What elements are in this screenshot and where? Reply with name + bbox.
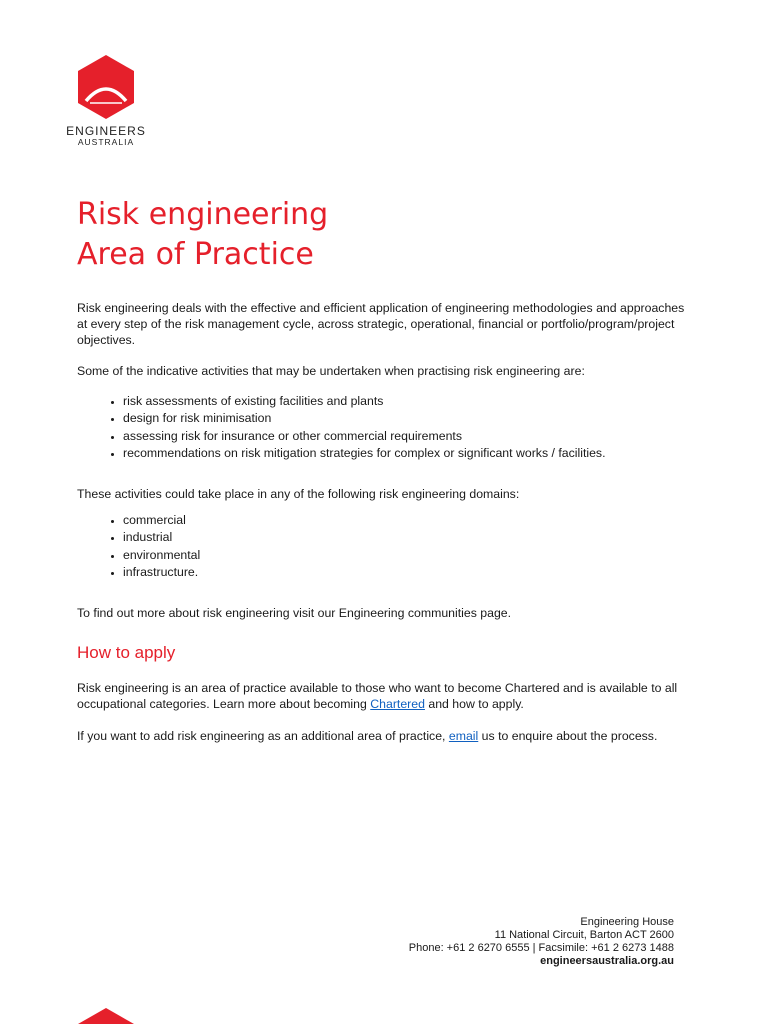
domains-intro: These activities could take place in any of the following risk engineering domains: [77,487,520,502]
email-paragraph [77,728,692,744]
activities-list [77,393,692,462]
list-item: • design for risk minimisation [123,410,692,427]
list-item: • recommendations on risk mitigation strategies for complex or significant works / facilities. [123,445,692,462]
email-link[interactable]: email [448,729,479,744]
footer-address [409,916,674,968]
how-to-apply-paragraph [77,680,692,712]
footer-line: Engineering House [580,916,674,928]
logo-subword: AUSTRALIA [77,137,135,147]
footer-website: engineersaustralia.org.au [540,955,674,967]
list-item: • environmental [123,547,692,564]
how-to-apply-heading: How to apply [77,643,176,663]
list-item: • industrial [123,529,692,546]
paragraph-text: If you want to add risk engineering as an additional area of practice, [77,729,449,744]
title-line-1: Risk engineering [77,197,329,232]
footer-line: 11 National Circuit, Barton ACT 2600 [494,929,674,941]
paragraph-text: Risk engineering is an area of practice available to those who want to become Chartered and is available to all occupational categories. Learn more about becoming [77,681,678,712]
intro-paragraph: Risk engineering deals with the effective and efficient application of engineering methodologies and approaches at every step of the risk management cycle, across strategic, operational, financial or portfolio/program/project objectives. [77,301,685,347]
title-line-2: Area of Practice [77,237,314,272]
page-title [77,195,328,275]
list-item: • assessing risk for insurance or other commercial requirements [123,428,692,445]
paragraph-text: us to enquire about the process. [478,729,658,744]
list-item: • infrastructure. [123,564,692,581]
hexagon-logo-icon [76,55,136,119]
logo-wordmark: ENGINEERS [66,124,146,138]
bottom-logo-icon [78,1008,134,1029]
find-out-more-paragraph: To find out more about risk engineering visit our Engineering communities page. [77,606,512,621]
engineers-australia-logo [66,55,146,148]
list-item: • commercial [123,512,692,529]
paragraph-text: and how to apply. [424,697,524,712]
domains-list [77,512,692,581]
footer-line: Phone: +61 2 6270 6555 | Facsimile: +61 2 6273 1488 [408,942,674,954]
chartered-link[interactable]: Chartered [370,697,425,712]
activities-intro: Some of the indicative activities that may be undertaken when practising risk engineering are: [77,364,585,378]
list-item: • risk assessments of existing facilities and plants [123,393,692,410]
document-body [77,300,692,744]
